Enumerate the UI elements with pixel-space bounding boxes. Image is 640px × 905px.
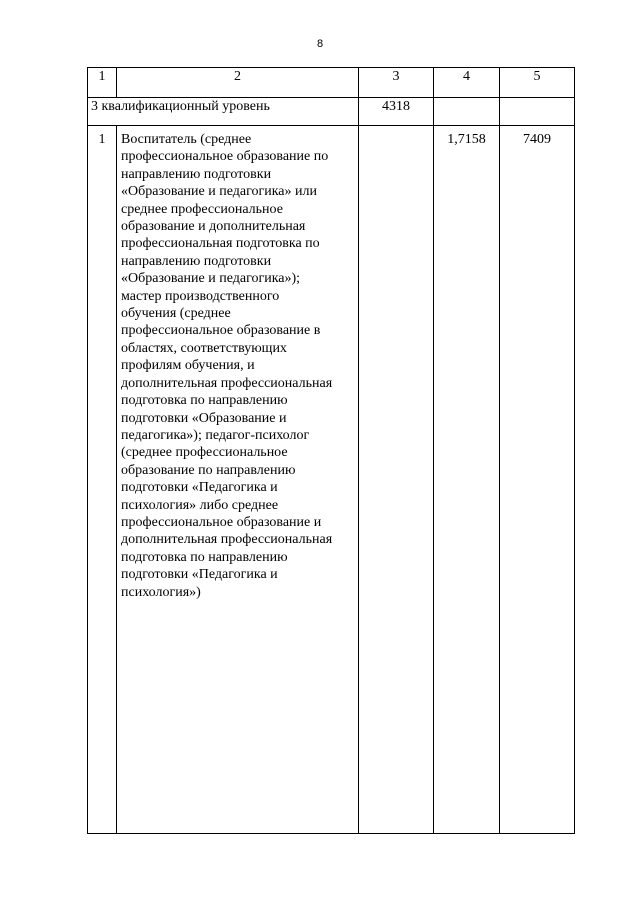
table-row xyxy=(88,126,575,834)
empty-cell xyxy=(500,98,575,126)
description-line: психология») xyxy=(121,584,201,600)
qualification-level-code: 4318 xyxy=(359,98,434,126)
position-description xyxy=(117,126,359,834)
header-cell-3: 3 xyxy=(359,68,434,98)
header-cell-5: 5 xyxy=(500,68,575,98)
qualification-level-row xyxy=(88,98,575,126)
description-line: профессиональное образование и xyxy=(121,514,322,530)
description-line: дополнительная профессиональная xyxy=(121,532,333,548)
description-line: направлению подготовки xyxy=(121,166,272,182)
header-cell-1: 1 xyxy=(88,68,117,98)
description-line: направлению подготовки xyxy=(121,253,272,269)
description-line: подготовки «Образование и xyxy=(121,410,287,426)
header-row xyxy=(88,68,575,98)
description-line: дополнительная профессиональная xyxy=(121,375,333,391)
empty-cell xyxy=(434,98,500,126)
description-line: областях, соответствующих xyxy=(121,340,287,356)
description-line: психология» либо среднее xyxy=(121,497,279,513)
description-line: среднее профессиональное xyxy=(121,201,283,217)
description-line: профессиональное образование по xyxy=(121,149,329,165)
description-line: подготовка по направлению xyxy=(121,393,288,409)
empty-cell xyxy=(359,126,434,834)
description-line: образование по направлению xyxy=(121,462,296,478)
description-line: «Образование и педагогика» или xyxy=(121,184,317,200)
description-line: образование и дополнительная xyxy=(121,219,306,235)
description-line: подготовки «Педагогика и xyxy=(121,480,278,496)
description-line: педагогика»); педагог-психолог xyxy=(121,427,310,443)
description-line: (среднее профессиональное xyxy=(121,445,288,461)
salary-coefficient: 1,7158 xyxy=(434,126,500,834)
row-number: 1 xyxy=(88,126,117,834)
description-line: профилям обучения, и xyxy=(121,358,255,374)
description-line: Воспитатель (среднее xyxy=(121,132,252,147)
description-line: «Образование и педагогика»); xyxy=(121,271,301,287)
header-cell-2: 2 xyxy=(117,68,359,98)
salary-table xyxy=(87,67,575,834)
description-line: обучения (среднее xyxy=(121,306,231,322)
description-line: подготовки «Педагогика и xyxy=(121,567,278,583)
header-cell-4: 4 xyxy=(434,68,500,98)
qualification-level-label: 3 квалификационный уровень xyxy=(88,98,359,126)
description-line: профессиональное образование в xyxy=(121,323,321,339)
description-line: мастер производственного xyxy=(121,288,280,304)
salary-amount: 7409 xyxy=(500,126,575,834)
description-line: профессиональная подготовка по xyxy=(121,236,320,252)
description-line: подготовка по направлению xyxy=(121,549,288,565)
page-number: 8 xyxy=(316,38,324,50)
